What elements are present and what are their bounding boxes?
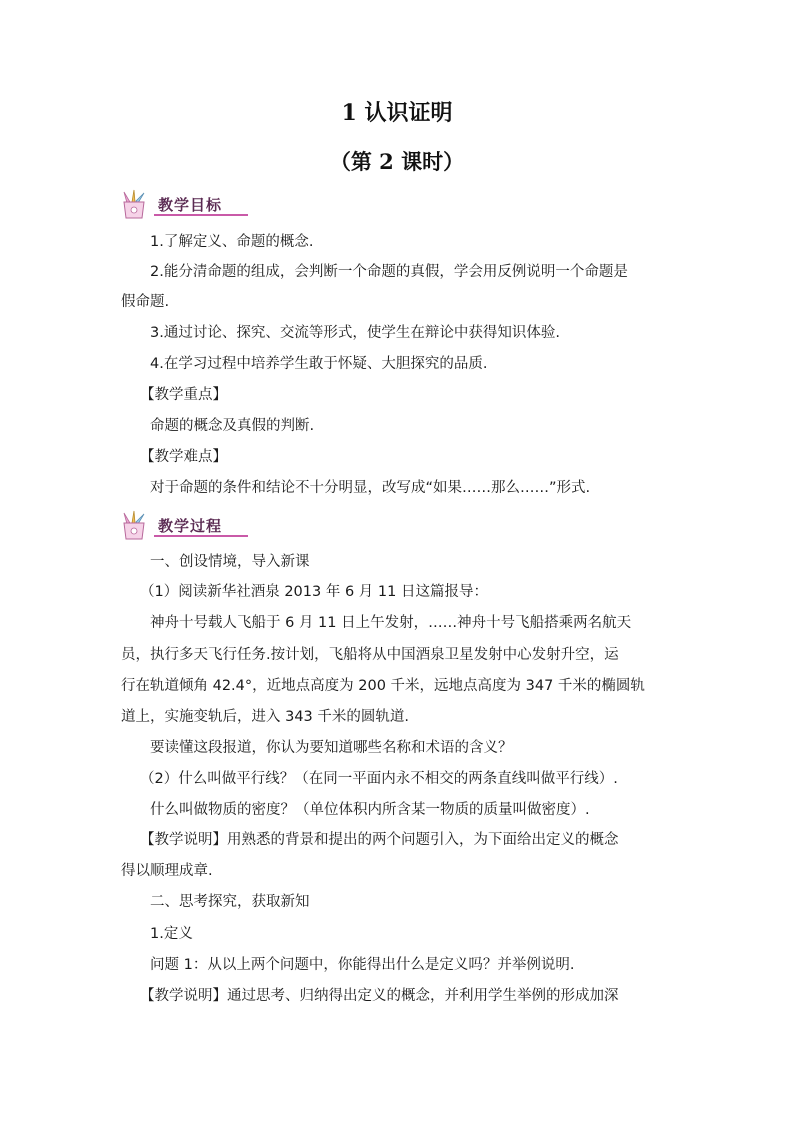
news-line-4: 道上，实施变轨后，进入 343 千米的圆轨道. — [121, 709, 410, 725]
definition-heading: 1.定义 — [150, 926, 193, 942]
difficulty-label: 【教学难点】 — [140, 449, 227, 465]
section-underline — [154, 535, 248, 537]
goal-item-4: 4.在学习过程中培养学生敢于怀疑、大胆探究的品质. — [150, 356, 488, 372]
problem-1: 问题 1：从以上两个问题中，你能得出什么是定义吗？并举例说明. — [150, 957, 575, 973]
news-line-1: 神舟十号载人飞船于 6 月 11 日上午发射，……神舟十号飞船搭乘两名航天 — [150, 615, 632, 631]
section-label: 教学过程 — [158, 517, 223, 535]
pencil-cup-icon — [118, 509, 152, 541]
pencil-cup-icon — [118, 188, 152, 220]
goal-item-2-line-1: 2.能分清命题的组成，会判断一个命题的真假，学会用反例说明一个命题是 — [150, 264, 628, 280]
teaching-note-1-line-2: 得以顺理成章. — [121, 863, 213, 879]
reading-question: 要读懂这段报道，你认为要知道哪些名称和术语的含义？ — [150, 740, 513, 756]
goal-item-3: 3.通过讨论、探究、交流等形式，使学生在辩论中获得知识体验. — [150, 325, 560, 341]
news-line-2: 员，执行多天飞行任务.按计划，飞船将从中国酒泉卫星发射中心发射升空，运 — [121, 647, 619, 663]
process-step-1-heading: 一、创设情境，导入新课 — [150, 554, 310, 570]
process-step-2-heading: 二、思考探究，获取新知 — [150, 894, 310, 910]
section-header-goals — [118, 188, 248, 220]
section-underline — [154, 214, 248, 216]
lesson-title: 1 认识证明 — [341, 100, 453, 126]
news-line-3: 行在轨道倾角 42.4°，近地点高度为 200 千米，远地点高度为 347 千米的椭圆轨 — [121, 678, 645, 694]
question-1: （1）阅读新华社酒泉 2013 年 6 月 11 日这篇报导： — [140, 584, 488, 600]
key-point-text: 命题的概念及真假的判断. — [150, 418, 315, 434]
teaching-note-2: 【教学说明】通过思考、归纳得出定义的概念，并利用学生举例的形成加深 — [140, 988, 619, 1004]
lesson-subtitle: （第 2 课时） — [329, 149, 465, 174]
key-point-label: 【教学重点】 — [140, 387, 227, 403]
section-label: 教学目标 — [158, 196, 223, 214]
teaching-note-1-line-1: 【教学说明】用熟悉的背景和提出的两个问题引入，为下面给出定义的概念 — [140, 832, 619, 848]
difficulty-text: 对于命题的条件和结论不十分明显，改写成“如果……那么……”形式. — [150, 480, 591, 496]
goal-item-1: 1.了解定义、命题的概念. — [150, 234, 314, 250]
section-header-process — [118, 509, 248, 541]
question-2: （2）什么叫做平行线？（在同一平面内永不相交的两条直线叫做平行线）. — [140, 771, 618, 787]
goal-item-2-line-2: 假命题. — [121, 294, 170, 310]
question-3: 什么叫做物质的密度？（单位体积内所含某一物质的质量叫做密度）. — [150, 802, 590, 818]
